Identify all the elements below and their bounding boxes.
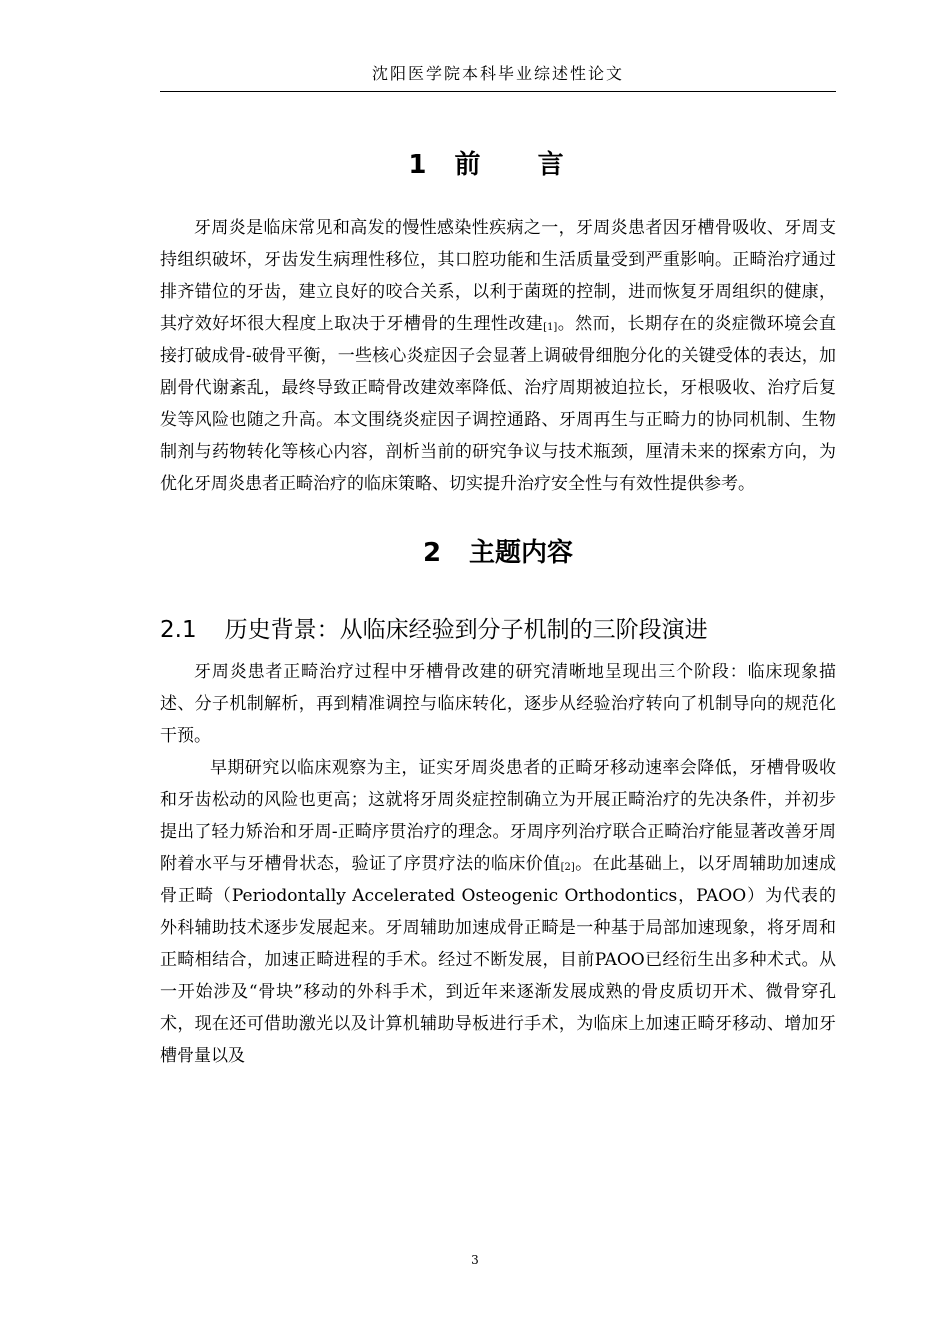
body-paragraph	[160, 656, 836, 752]
subsection-heading	[160, 608, 836, 652]
section-heading-main-content	[160, 528, 836, 578]
page-number: 3	[471, 1253, 479, 1267]
body-paragraph	[160, 212, 836, 500]
paragraph-text: 牙周炎是临床常见和高发的慢性感染性疾病之一，牙周炎患者因牙槽骨吸收、牙周支持组织破坏，牙齿发生病理性移位，其口腔功能和生活质量受到严重影响。正畸治疗通过排齐错位的牙齿，建立良好的咬合关系，以利于菌斑的控制，进而恢复牙周组织的健康，其疗效好坏很大程度上取决于牙槽骨的生理性改建	[160, 218, 836, 334]
section-number: 1	[408, 150, 427, 180]
header-rule	[160, 91, 836, 92]
paragraph-text: 早期研究以临床观察为主，证实牙周炎患者的正畸牙移动速率会降低，牙槽骨吸收和牙齿松动的风险也更高；这就将牙周炎症控制确立为开展正畸治疗的先决条件，并初步提出了轻力矫治和牙周-正畸序贯治疗的理念。牙周序列治疗联合正畸治疗能显著改善牙周附着水平与牙槽骨状态，验证了序贯疗法的临床价值	[160, 758, 836, 874]
section-number: 2	[422, 538, 442, 568]
running-header: 沈阳医学院本科毕业综述性论文	[371, 64, 624, 83]
citation-ref: [1]	[543, 322, 558, 333]
subsection-title: 历史背景：从临床经验到分子机制的三阶段演进	[224, 617, 708, 643]
paragraph-text: 牙周炎患者正畸治疗过程中牙槽骨改建的研究清晰地呈现出三个阶段：临床现象描述、分子机制解析，再到精准调控与临床转化，逐步从经验治疗转向了机制导向的规范化干预。	[160, 662, 836, 746]
paragraph-text: 。然而，长期存在的炎症微环境会直接打破成骨-破骨平衡，一些核心炎症因子会显著上调破骨细胞分化的关键受体的表达，加剧骨代谢紊乱，最终导致正畸骨改建效率降低、治疗周期被迫拉长，牙根吸收、治疗后复发等风险也随之升高。本文围绕炎症因子调控通路、牙周再生与正畸力的协同机制、生物制剂与药物转化等核心内容，剖析当前的研究争议与技术瓶颈，厘清未来的探索方向，为优化牙周炎患者正畸治疗的临床策略、切实提升治疗安全性与有效性提供参考。	[160, 314, 837, 494]
page-body	[160, 140, 836, 1072]
subsection-number: 2.1	[160, 617, 197, 643]
section-heading-preface	[160, 140, 836, 190]
body-paragraph	[160, 752, 836, 1072]
paragraph-text: 。在此基础上，以牙周辅助加速成骨正畸（Periodontally Accelerated Osteogenic Orthodontics，PAOO）为代表的外科辅助技术逐步发展起来。牙周辅助加速成骨正畸是一种基于局部加速现象，将牙周和正畸相结合，加速正畸进程的手术。经过不断发展，目前PAOO已经衍生出多种术式。从一开始涉及“骨块”移动的外科手术，到近年来逐渐发展成熟的骨皮质切开术、微骨穿孔术，现在还可借助激光以及计算机辅助导板进行手术，为临床上加速正畸牙移动、增加牙槽骨量以及	[160, 854, 837, 1066]
citation-ref: [2]	[560, 862, 575, 873]
section-title: 前 言	[454, 150, 588, 180]
section-title: 主题内容	[469, 538, 574, 568]
